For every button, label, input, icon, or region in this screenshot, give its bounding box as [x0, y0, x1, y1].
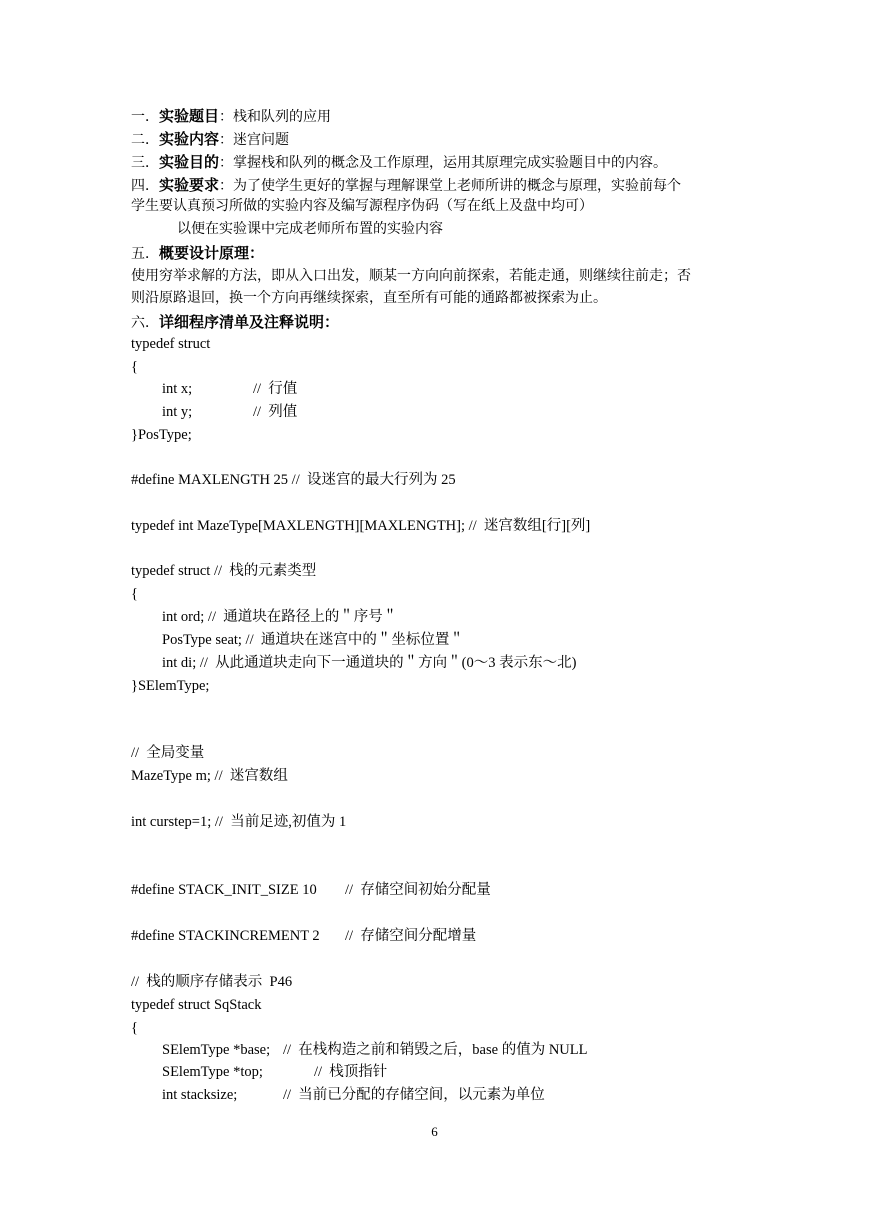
section-1: [131, 106, 331, 127]
code-comment: // 栈顶指针: [314, 1064, 388, 1080]
section-4-continuation: 学生要认真预习所做的实验内容及编写源程序伪码（写在纸上及盘中均可）: [131, 198, 593, 214]
code-text: SElemType *top;: [162, 1064, 263, 1080]
section-text: 为了使学生更好的掌握与理解课堂上老师所讲的概念与原理，实验前每个: [233, 178, 682, 194]
code-comment: // 存储空间初始分配量: [345, 882, 491, 898]
section-5-body: 则沿原路退回，换一个方向再继续探索，直至所有可能的通路都被探索为止。: [131, 290, 607, 306]
section-number: 六．: [131, 315, 159, 331]
section-label: 实验题目: [159, 107, 220, 125]
section-label: 实验目的: [159, 153, 220, 171]
section-3: [131, 152, 667, 173]
code-text: SElemType *base;: [162, 1042, 271, 1058]
code-text: #define STACKINCREMENT 2: [131, 928, 320, 944]
section-2: [131, 129, 289, 150]
code-comment: // 存储空间分配增量: [345, 928, 477, 944]
code-line: // 全局变量: [131, 745, 205, 761]
code-comment: // 在栈构造之前和销毁之后，base 的值为 NULL: [283, 1042, 588, 1058]
code-line: typedef int MazeType[MAXLENGTH][MAXLENGTH]; // 迷宫数组[行][列]: [131, 518, 591, 534]
code-line: // 栈的顺序存储表示 P46: [131, 974, 293, 990]
code-line: int ord; // 通道块在路径上的＂序号＂: [162, 609, 398, 625]
code-line: [162, 1040, 588, 1060]
section-label: 概要设计原理：: [159, 244, 265, 262]
section-text: 迷宫问题: [233, 132, 290, 148]
section-number: 三．: [131, 155, 159, 171]
code-line: [162, 379, 298, 399]
section-text: 掌握栈和队列的概念及工作原理，运用其原理完成实验题目中的内容。: [233, 155, 668, 171]
section-4: [131, 175, 681, 196]
code-line: {: [131, 359, 138, 375]
separator: ：: [219, 109, 234, 125]
section-6: [131, 312, 339, 333]
code-line: typedef struct: [131, 336, 211, 352]
section-label: 实验要求: [159, 176, 220, 194]
code-line: [162, 402, 298, 422]
code-text: int stacksize;: [162, 1087, 238, 1103]
code-line: {: [131, 1020, 138, 1036]
code-line: [162, 1062, 388, 1082]
section-number: 二．: [131, 132, 159, 148]
section-label: 详细程序清单及注释说明：: [159, 313, 340, 331]
section-number: 四．: [131, 178, 159, 194]
code-comment: // 当前已分配的存储空间，以元素为单位: [283, 1087, 545, 1103]
code-line: int curstep=1; // 当前足迹,初值为 1: [131, 814, 347, 830]
code-line: [131, 926, 477, 946]
separator: ：: [219, 178, 234, 194]
code-line: MazeType m; // 迷宫数组: [131, 768, 288, 784]
code-line: }SElemType;: [131, 678, 210, 694]
section-label: 实验内容: [159, 130, 220, 148]
page-number: 6: [431, 1124, 438, 1139]
section-4-continuation: 以便在实验课中完成老师所布置的实验内容: [177, 221, 443, 237]
code-line: [131, 880, 491, 900]
separator: ：: [219, 132, 234, 148]
section-5: [131, 243, 264, 264]
section-5-body: 使用穷举求解的方法，即从入口出发，顺某一方向向前探索，若能走通，则继续往前走；否: [131, 268, 691, 284]
code-text: int y;: [162, 404, 193, 420]
code-line: }PosType;: [131, 427, 192, 443]
code-line: typedef struct // 栈的元素类型: [131, 563, 317, 579]
code-comment: // 行值: [253, 381, 298, 397]
section-number: 五．: [131, 246, 159, 262]
code-line: PosType seat; // 通道块在迷宫中的＂坐标位置＂: [162, 632, 464, 648]
code-line: typedef struct SqStack: [131, 997, 262, 1013]
code-line: int di; // 从此通道块走向下一通道块的＂方向＂(0～3 表示东～北): [162, 655, 577, 671]
code-line: {: [131, 586, 138, 602]
section-text: 栈和队列的应用: [233, 109, 332, 125]
code-line: #define MAXLENGTH 25 // 设迷宫的最大行列为 25: [131, 472, 456, 488]
code-text: #define STACK_INIT_SIZE 10: [131, 882, 317, 898]
code-comment: // 列值: [253, 404, 298, 420]
section-number: 一．: [131, 109, 159, 125]
code-line: [162, 1085, 545, 1105]
code-text: int x;: [162, 381, 193, 397]
separator: ：: [219, 155, 234, 171]
